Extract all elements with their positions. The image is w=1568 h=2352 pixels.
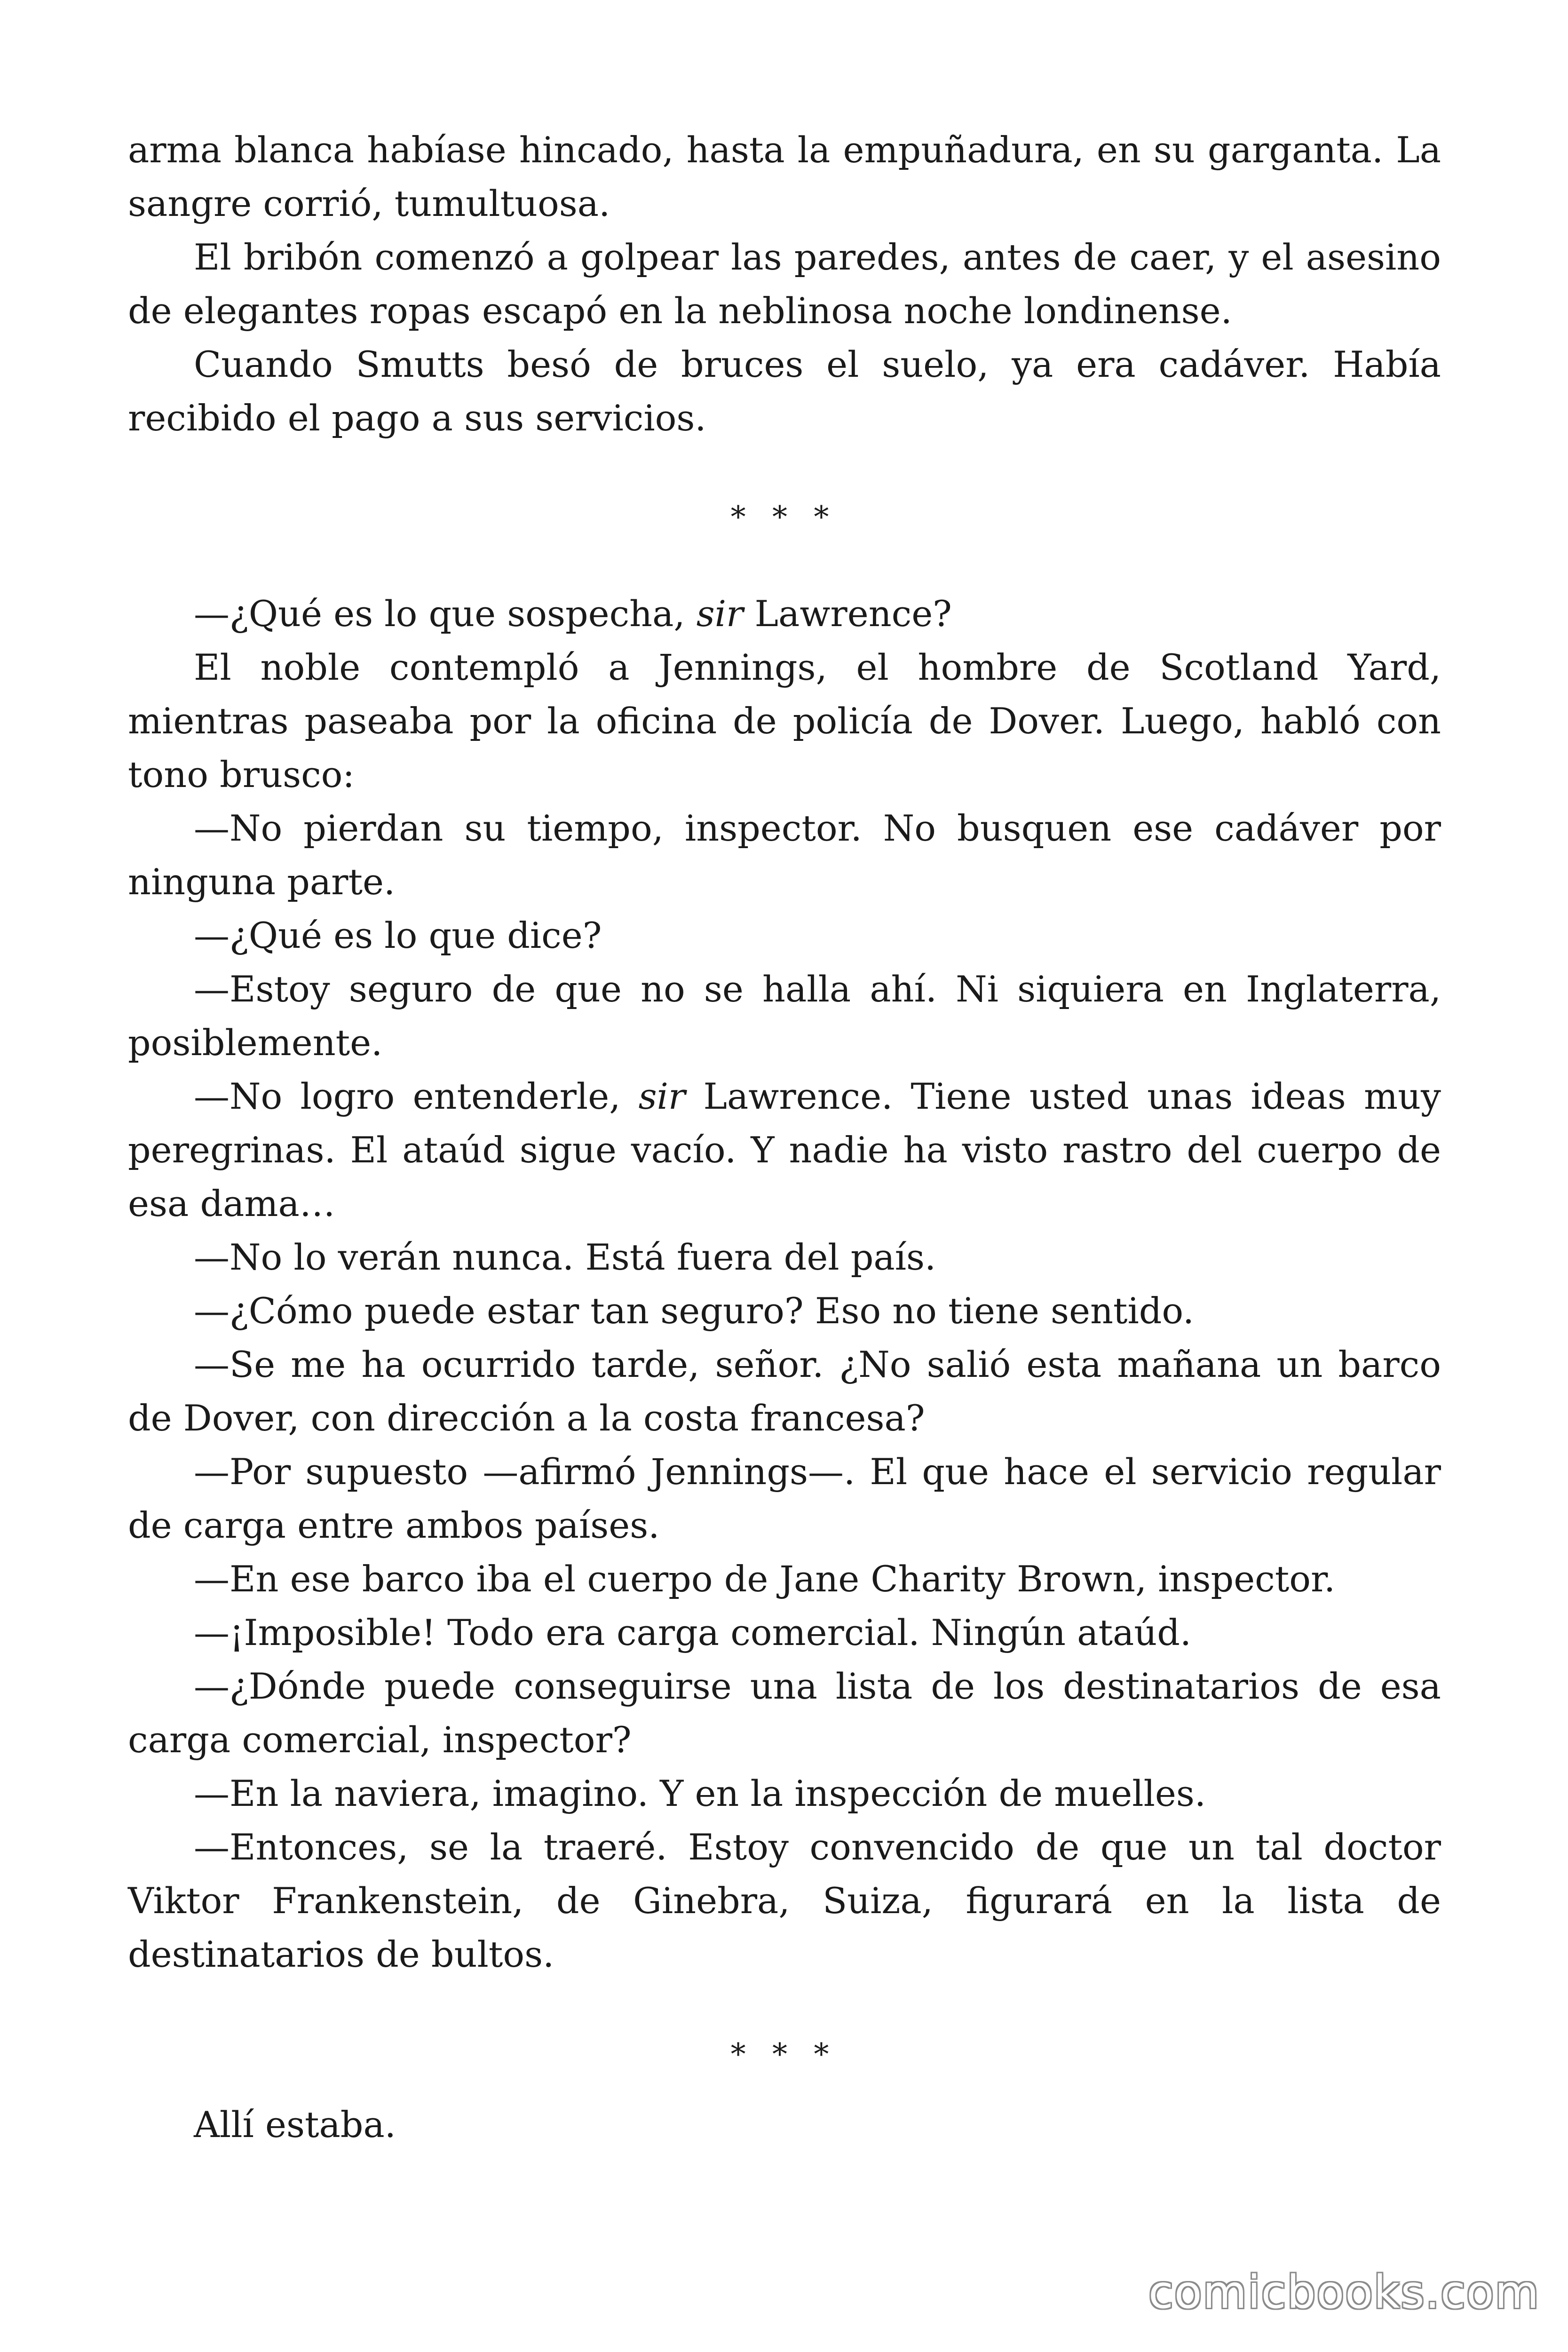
paragraph: arma blanca habíase hincado, hasta la empuñadura, en su garganta. La sangre corrió, tumultuosa.: [128, 129, 1441, 224]
paragraph: —¿Dónde puede conseguirse una lista de los destinatarios de esa carga comercial, inspector?: [128, 1665, 1441, 1761]
watermark: comicbooks.com: [1148, 2266, 1540, 2319]
section-break: * * *: [730, 500, 838, 535]
paragraph: —En ese barco iba el cuerpo de Jane Charity Brown, inspector.: [194, 1558, 1336, 1600]
paragraph: —Por supuesto —afirmó Jennings—. El que hace el servicio regular de carga entre ambos países.: [128, 1451, 1441, 1546]
paragraph: —No pierdan su tiempo, inspector. No busquen ese cadáver por ninguna parte.: [128, 807, 1441, 903]
paragraph: —Estoy seguro de que no se halla ahí. Ni siquiera en Inglaterra, posiblemente.: [128, 968, 1441, 1064]
text-block-dialogue: [128, 587, 1441, 1981]
paragraph: Cuando Smutts besó de bruces el suelo, ya era cadáver. Había recibido el pago a sus servicios.: [128, 343, 1441, 439]
paragraph: [128, 587, 1441, 641]
text-block-opening: [128, 123, 1441, 445]
text-block-closing: [128, 2098, 1441, 2152]
section-break: * * *: [730, 2037, 838, 2072]
paragraph: El bribón comenzó a golpear las paredes, antes de caer, y el asesino de elegantes ropas escapó en la neblinosa noche londinense.: [128, 236, 1441, 332]
paragraph: —En la naviera, imagino. Y en la inspección de muelles.: [194, 1772, 1206, 1814]
paragraph: —No lo verán nunca. Está fuera del país.: [194, 1236, 936, 1278]
text-run: —¿Qué es lo que sospecha,: [194, 593, 697, 635]
text-run: —No logro entenderle,: [194, 1075, 639, 1117]
paragraph: El noble contempló a Jennings, el hombre de Scotland Yard, mientras paseaba por la oficina de policía de Dover. Luego, habló con tono brusco:: [128, 646, 1441, 795]
paragraph: —¡Imposible! Todo era carga comercial. Ningún ataúd.: [194, 1612, 1192, 1653]
paragraph: —Se me ha ocurrido tarde, señor. ¿No salió esta mañana un barco de Dover, con dirección a la costa francesa?: [128, 1343, 1441, 1439]
paragraph: [128, 1070, 1441, 1231]
emphasis: sir: [638, 1075, 686, 1117]
paragraph: —¿Cómo puede estar tan seguro? Eso no tiene sentido.: [194, 1290, 1194, 1332]
text-run: Lawrence. Tiene usted unas ideas muy peregrinas. El ataúd sigue vacío. Y nadie ha visto rastro del cuerpo de esa dama…: [128, 1075, 1441, 1224]
text-run: Lawrence?: [743, 593, 952, 635]
paragraph: Allí estaba.: [194, 2104, 396, 2145]
emphasis: sir: [696, 593, 744, 635]
paragraph: —Entonces, se la traeré. Estoy convencido de que un tal doctor Viktor Frankenstein, de Ginebra, Suiza, figurará en la lista de destinatarios de bultos.: [128, 1826, 1441, 1975]
paragraph: —¿Qué es lo que dice?: [194, 914, 602, 956]
